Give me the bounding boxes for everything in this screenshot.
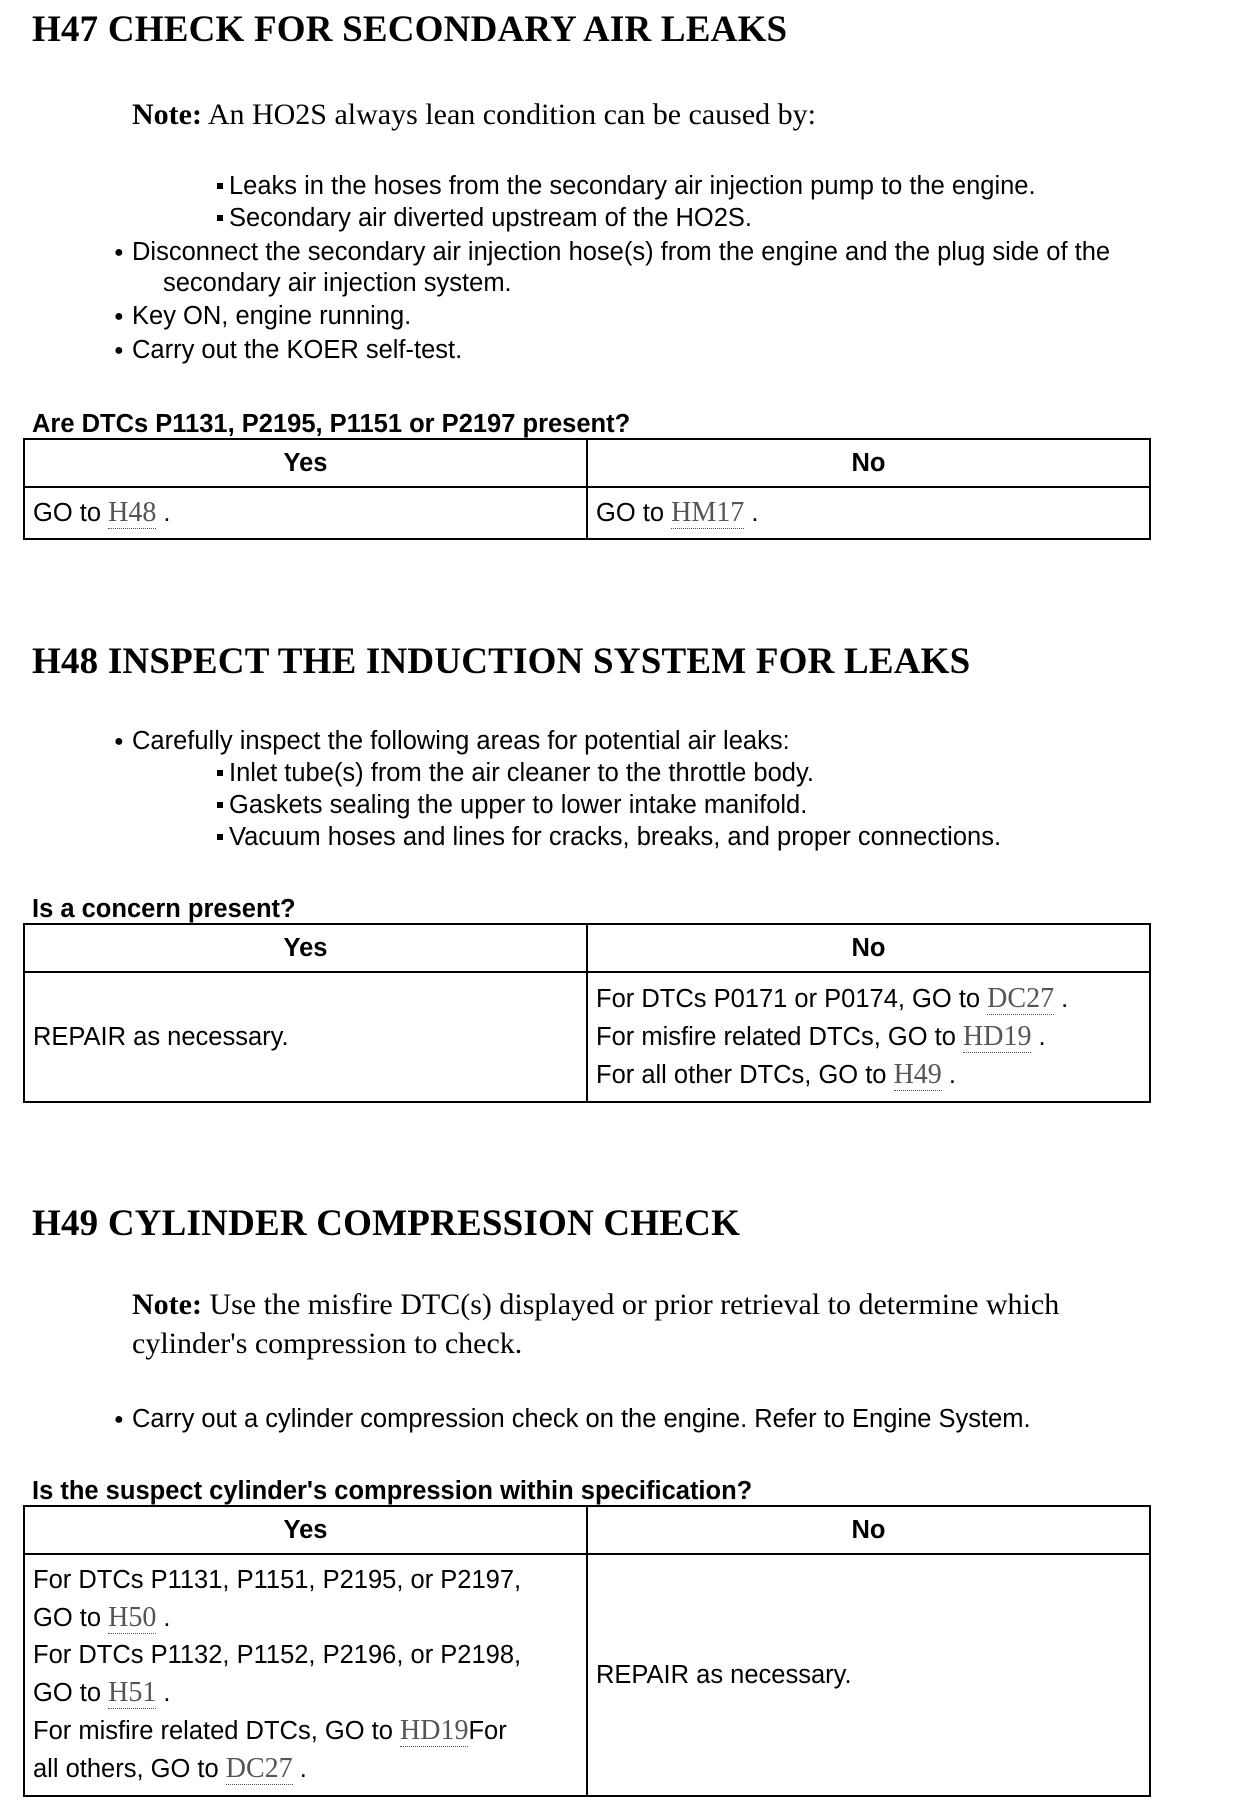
- yes-header: Yes: [24, 1506, 587, 1554]
- h48-sub-bullet-1: Inlet tube(s) from the air cleaner to the throttle body.: [217, 759, 814, 788]
- note-text: An HO2S always lean condition can be caused by:: [201, 98, 816, 131]
- no-header: No: [587, 1506, 1150, 1554]
- square-bullet-icon: [217, 770, 223, 776]
- h49-bullet: ● Carry out a cylinder compression check on the engine. Refer to Engine System.: [114, 1405, 1031, 1433]
- no-header: No: [587, 439, 1150, 487]
- no-cell: GO to HM17 .: [587, 487, 1150, 539]
- square-bullet-icon: [217, 215, 223, 221]
- link-hd19[interactable]: HD19: [400, 1715, 469, 1746]
- h48-question: Is a concern present?: [32, 895, 296, 923]
- bullet-icon: ●: [114, 308, 124, 325]
- h47-note: [132, 95, 1192, 134]
- link-hm17[interactable]: HM17: [671, 497, 745, 528]
- square-bullet-icon: [217, 834, 223, 840]
- note-text: Use the misfire DTC(s) displayed or prior retrieval to determine which cylinder's compression to check.: [132, 1288, 1060, 1360]
- no-line-1: For DTCs P0171 or P0174, GO to DC27 .: [596, 983, 1069, 1014]
- bullet-icon: ●: [114, 1411, 124, 1428]
- no-header: No: [587, 924, 1150, 972]
- h48-sub-bullet-2: Gaskets sealing the upper to lower intake manifold.: [217, 791, 807, 820]
- yes-header: Yes: [24, 924, 587, 972]
- yes-header: Yes: [24, 439, 587, 487]
- bullet-icon: ●: [114, 342, 124, 359]
- h48-answer-table: [23, 923, 1151, 1103]
- h47-bullet-1: ● Disconnect the secondary air injection hose(s) from the engine and the plug side of the: [114, 238, 1111, 266]
- no-line-3: For all other DTCs, GO to H49 .: [596, 1059, 956, 1090]
- h49-title: H49 CYLINDER COMPRESSION CHECK: [32, 1203, 741, 1244]
- bullet-icon: ●: [114, 244, 124, 261]
- h47-bullet-1-cont: secondary air injection system.: [163, 269, 512, 297]
- yes-line-3: For DTCs P1132, P1152, P2196, or P2198,: [33, 1641, 522, 1669]
- h47-bullet-2: ● Key ON, engine running.: [114, 302, 412, 330]
- no-cell: REPAIR as necessary.: [587, 1554, 1150, 1796]
- h47-sub-bullet-2: Secondary air diverted upstream of the HO2S.: [217, 204, 752, 233]
- link-h49[interactable]: H49: [893, 1059, 942, 1090]
- yes-cell: REPAIR as necessary.: [24, 972, 587, 1102]
- h47-answer-table: [23, 438, 1151, 540]
- link-dc27[interactable]: DC27: [225, 1753, 293, 1784]
- yes-line-6: all others, GO to DC27 .: [33, 1753, 307, 1784]
- h49-question: Is the suspect cylinder's compression within specification?: [32, 1477, 753, 1505]
- link-dc27[interactable]: DC27: [987, 983, 1055, 1014]
- h47-question: Are DTCs P1131, P2195, P1151 or P2197 present?: [32, 410, 631, 438]
- yes-cell: GO to H48 .: [24, 487, 587, 539]
- square-bullet-icon: [217, 802, 223, 808]
- h47-bullet-3: ● Carry out the KOER self-test.: [114, 336, 463, 364]
- h49-answer-table: [23, 1505, 1151, 1797]
- yes-line-2: GO to H50 .: [33, 1602, 171, 1633]
- link-h50[interactable]: H50: [108, 1602, 157, 1633]
- h47-title: H47 CHECK FOR SECONDARY AIR LEAKS: [32, 9, 788, 50]
- no-cell: [587, 972, 1150, 1102]
- link-hd19[interactable]: HD19: [963, 1021, 1032, 1052]
- yes-cell: [24, 1554, 587, 1796]
- h48-bullet: ● Carefully inspect the following areas for potential air leaks:: [114, 727, 790, 755]
- h49-note: [132, 1285, 1172, 1363]
- h48-title: H48 INSPECT THE INDUCTION SYSTEM FOR LEAKS: [32, 641, 971, 682]
- yes-line-1: For DTCs P1131, P1151, P2195, or P2197,: [33, 1566, 522, 1594]
- note-label: Note:: [132, 1288, 202, 1321]
- h48-sub-bullet-3: Vacuum hoses and lines for cracks, breaks, and proper connections.: [217, 823, 1001, 852]
- note-label: Note:: [132, 98, 202, 131]
- square-bullet-icon: [217, 183, 223, 189]
- h47-sub-bullet-1: Leaks in the hoses from the secondary air injection pump to the engine.: [217, 172, 1036, 201]
- yes-line-4: GO to H51 .: [33, 1677, 171, 1708]
- bullet-icon: ●: [114, 733, 124, 750]
- yes-line-5: For misfire related DTCs, GO to HD19For: [33, 1715, 507, 1746]
- link-h51[interactable]: H51: [108, 1677, 157, 1708]
- no-line-2: For misfire related DTCs, GO to HD19 .: [596, 1021, 1046, 1052]
- link-h48[interactable]: H48: [108, 497, 157, 528]
